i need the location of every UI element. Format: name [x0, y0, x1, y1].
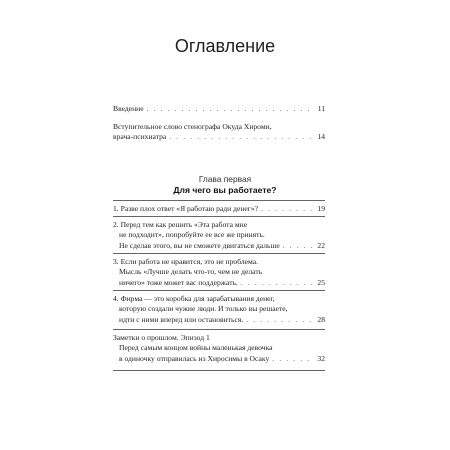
dot-leader	[241, 278, 315, 288]
entry-text: Вступительное слово стенографа Окуда Хироми,	[113, 122, 272, 131]
divider	[113, 200, 325, 201]
toc-title: Оглавление	[174, 36, 276, 56]
page-number: 32	[317, 353, 325, 363]
divider	[113, 216, 325, 217]
entry-text: Перед самым концом войны маленькая девочка	[119, 343, 273, 353]
page-number: 14	[317, 132, 325, 142]
entry-text: не подходит», попробуйте ее все же принять.	[119, 230, 265, 240]
toc-entry-item-4[interactable]	[113, 294, 325, 325]
toc-entry-item-2[interactable]	[113, 220, 325, 251]
toc-entry-introduction[interactable]	[113, 104, 325, 114]
divider	[113, 290, 325, 291]
entry-text: ничего» тоже может вас поддержать.	[119, 277, 238, 287]
entry-text: врача-психиатра	[113, 132, 167, 142]
entry-text: в одиночку отправилась из Хиросимы в Осаку	[119, 353, 270, 363]
page-number: 19	[317, 204, 325, 213]
dot-leader	[261, 204, 314, 214]
toc-entry-item-1[interactable]	[113, 204, 325, 214]
entry-text: 1. Разве плох ответ «Я работаю ради денег»?	[113, 204, 259, 213]
page-number: 28	[317, 314, 325, 324]
dot-leader	[283, 241, 315, 251]
chapter-label: Глава первая	[198, 174, 252, 184]
divider	[113, 253, 325, 254]
toc-entry-item-3[interactable]	[113, 257, 325, 288]
dot-leader	[246, 315, 314, 325]
entry-text: 4. Фирма — это коробка для зарабатывания денег,	[113, 294, 275, 303]
divider	[113, 370, 325, 371]
entry-text: идти с ними вперед или остановиться.	[119, 314, 244, 324]
page-number: 25	[317, 277, 325, 287]
divider	[113, 329, 325, 330]
entry-text: которую создали чужие люди. И только вы решаете,	[119, 304, 288, 314]
entry-text: 3. Если работа не нравится, это не проблема.	[113, 257, 259, 266]
chapter-title: Для чего вы работаете?	[173, 185, 277, 195]
dot-leader	[169, 132, 314, 142]
toc-entry-notes[interactable]	[113, 333, 325, 364]
entry-text: Заметки о прошлом. Эпизод 1	[113, 333, 210, 342]
dot-leader	[147, 104, 315, 114]
page-number: 11	[317, 104, 325, 113]
entry-text: 2. Перед тем как решить «Эта работа мне	[113, 220, 248, 229]
toc-entry-foreword[interactable]	[113, 122, 325, 143]
dot-leader	[272, 354, 314, 364]
page-number: 22	[317, 240, 325, 250]
entry-text: Мысль «Лучше делать что-то, чем не делать	[119, 267, 263, 277]
entry-text: Введение	[113, 104, 144, 113]
entry-text: Не сделав этого, вы не сможете двигаться дальше	[119, 240, 280, 250]
